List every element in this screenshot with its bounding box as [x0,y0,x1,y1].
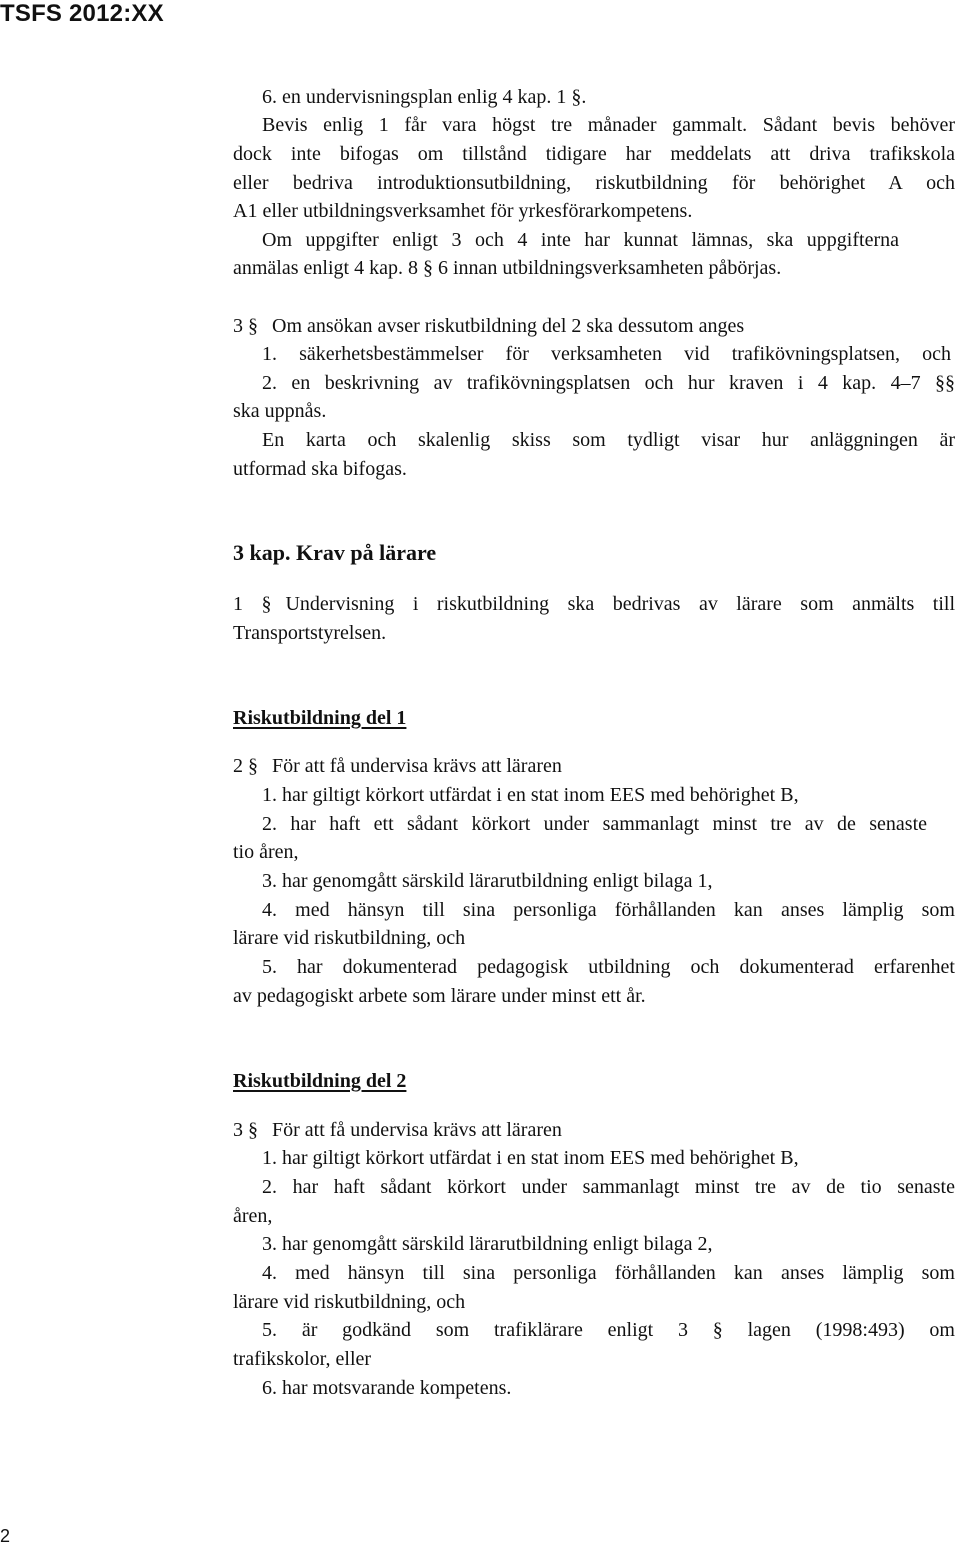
text-line [233,170,955,196]
text-line [233,141,955,167]
line-text: Om ansökan avser riskutbildning del 2 ska dessutom anges [272,315,745,337]
paragraph-number: 2 § [233,755,258,777]
text-line [233,620,386,646]
line-text: tio åren, [233,841,299,863]
line-text: 5. är godkänd som trafiklärare enligt 3 § lagen (1998:493) om [262,1319,955,1341]
line-text: Transportstyrelsen. [233,622,387,644]
line-text: 4. med hänsyn till sina personliga förhållanden kan anses lämplig som [262,899,955,921]
text-line [233,839,299,865]
text-line [233,925,465,951]
section-heading [233,1068,406,1094]
text-line [233,1117,562,1143]
text-line [262,1260,955,1286]
text-line [262,1375,511,1401]
line-text: 2. har haft ett sådant körkort under sammanlagt minst tre av de senaste [262,813,927,835]
text-line [262,811,927,837]
text-line [262,1174,955,1200]
text-line [262,1231,712,1257]
text-line [233,983,646,1009]
line-text: anmälas enligt 4 kap. 8 § 6 innan utbildningsverksamheten påbörjas. [233,257,782,279]
text-line [233,591,955,617]
text-line [262,1145,799,1171]
line-text: 1. har giltigt körkort utfärdat i en stat inom EES med behörighet B, [262,1147,799,1169]
text-line [233,456,407,482]
chapter-heading [233,540,436,566]
line-text: 1. har giltigt körkort utfärdat i en stat inom EES med behörighet B, [262,784,799,806]
text-line [233,255,781,281]
line-text: 5. har dokumenterad pedagogisk utbildning och dokumenterad erfarenhet [262,956,955,978]
line-text: 2. en beskrivning av trafikövningsplatsen och hur kraven i 4 kap. 4–7 §§ [262,372,955,394]
line-text: Undervisning i riskutbildning ska bedrivas av lärare som anmälts till [285,593,956,615]
text-line [233,1203,272,1229]
text-line [233,753,562,779]
line-text: lärare vid riskutbildning, och [233,927,466,949]
line-text: För att få undervisa krävs att läraren [272,1119,562,1141]
line-text: 2. har haft sådant körkort under sammanlagt minst tre av de tio senaste [262,1176,955,1198]
line-text: Riskutbildning del 2 [233,1070,407,1092]
line-text: ska uppnås. [233,400,327,422]
line-text: av pedagogiskt arbete som lärare under minst ett år. [233,985,646,1007]
line-text: utformad ska bifogas. [233,458,407,480]
paragraph-number: 1 § [233,593,272,615]
paragraph-number: 3 § [233,1119,258,1141]
line-text: 3 kap. Krav på lärare [233,540,437,565]
text-line [233,1346,371,1372]
line-text: 6. en undervisningsplan enlig 4 kap. 1 §. [262,86,587,108]
text-line [262,1317,955,1343]
line-text: 4. med hänsyn till sina personliga förhållanden kan anses lämplig som [262,1262,955,1284]
text-line [262,782,799,808]
text-line [262,954,955,980]
line-text: dock inte bifogas om tillstånd tidigare har meddelats att driva trafikskola [233,143,955,165]
line-text: A1 eller utbildningsverksamhet för yrkesförarkompetens. [233,200,693,222]
paragraph-number: 3 § [233,315,258,337]
text-line [262,868,712,894]
text-line [233,1289,465,1315]
text-line [262,112,955,138]
line-text: åren, [233,1205,273,1227]
line-text: Om uppgifter enligt 3 och 4 inte har kunnat lämnas, ska uppgifterna [262,229,899,251]
section-heading [233,705,406,731]
line-text: Bevis enlig 1 får vara högst tre månader gammalt. Sådant bevis behöver [262,114,955,136]
line-text: eller bedriva introduktionsutbildning, riskutbildning för behörighet A och [233,172,955,194]
text-line [262,341,951,367]
text-line [262,370,955,396]
text-line [262,427,955,453]
text-line [262,227,899,253]
document-header-title: TSFS 2012:XX [0,0,164,27]
line-text: 1. säkerhetsbestämmelser för verksamheten vid trafikövningsplatsen, och [262,343,951,365]
line-text: 6. har motsvarande kompetens. [262,1377,512,1399]
line-text: Riskutbildning del 1 [233,707,407,729]
text-line [233,398,326,424]
text-line [233,313,744,339]
line-text: En karta och skalenlig skiss som tydligt visar hur anläggningen är [262,429,955,451]
line-text: trafikskolor, eller [233,1348,372,1370]
text-line [262,84,586,110]
line-text: För att få undervisa krävs att läraren [272,755,562,777]
line-text: 3. har genomgått särskild lärarutbildning enligt bilaga 1, [262,870,713,892]
text-line [262,897,955,923]
page-number: 2 [0,1526,11,1546]
line-text: lärare vid riskutbildning, och [233,1291,466,1313]
line-text: 3. har genomgått särskild lärarutbildning enligt bilaga 2, [262,1233,713,1255]
text-line [233,198,692,224]
